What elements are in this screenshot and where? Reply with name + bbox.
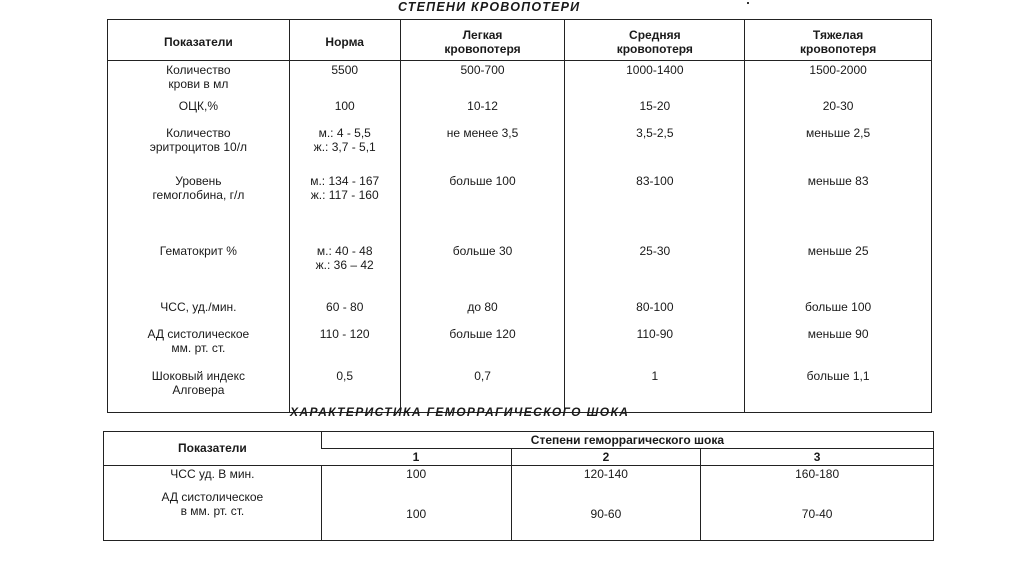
table-row	[104, 489, 934, 540]
value-cell: 15-20	[565, 97, 745, 124]
value-cell: больше 30	[400, 242, 565, 298]
value-cell: больше 1,1	[745, 367, 932, 413]
parameter-cell: ЧСС, уд./мин.	[160, 299, 237, 314]
value-cell: м.: 4 - 5,5 ж.: 3,7 - 5,1	[289, 124, 400, 172]
value-cell: 120-140	[511, 466, 701, 490]
blood-loss-table	[107, 19, 932, 413]
header-cell: Тяжелая кровопотеря	[745, 20, 932, 61]
table-row	[104, 466, 934, 490]
header-cell: Показатели	[104, 432, 322, 466]
parameter-cell: ЧСС уд. В мин.	[170, 467, 255, 481]
group-header-cell: Степени геморрагического шока	[321, 432, 933, 449]
speck	[747, 2, 749, 4]
value-cell: до 80	[400, 298, 565, 325]
value-cell: 1500-2000	[745, 61, 932, 97]
header-cell: Норма	[289, 20, 400, 61]
parameter-cell: Шоковый индекс Алговера	[151, 368, 245, 397]
value-cell: 100	[321, 489, 511, 540]
parameter-cell: Гематокрит %	[159, 243, 237, 258]
table-row	[108, 172, 932, 242]
value-cell: меньше 90	[745, 325, 932, 367]
value-cell: не менее 3,5	[400, 124, 565, 172]
value-cell: 100	[289, 97, 400, 124]
parameter-cell: Уровень гемоглобина, г/л	[152, 173, 245, 202]
table-row	[108, 242, 932, 298]
value-cell: 90-60	[511, 489, 701, 540]
table-row	[108, 61, 932, 97]
degree-header-cell: 1	[321, 449, 511, 466]
parameter-cell: АД систолическое мм. рт. ст.	[147, 326, 250, 355]
table-header-row	[104, 432, 934, 449]
header-cell: Легкая кровопотеря	[400, 20, 565, 61]
value-cell: больше 100	[745, 298, 932, 325]
hemorrhagic-shock-table	[103, 431, 934, 541]
value-cell: больше 100	[400, 172, 565, 242]
value-cell: 160-180	[701, 466, 934, 490]
title-blood-loss-degrees: СТЕПЕНИ КРОВОПОТЕРИ	[398, 0, 581, 14]
header-cell: Средняя кровопотеря	[565, 20, 745, 61]
table-header-row	[108, 20, 932, 61]
value-cell: 0,5	[289, 367, 400, 413]
value-cell: 1	[565, 367, 745, 413]
value-cell: 0,7	[400, 367, 565, 413]
value-cell: 1000-1400	[565, 61, 745, 97]
parameter-cell: Количество крови в мл	[166, 63, 231, 91]
header-cell: Показатели	[108, 20, 290, 61]
value-cell: 100	[321, 466, 511, 490]
parameter-cell: АД систолическое в мм. рт. ст.	[161, 490, 264, 519]
value-cell: 25-30	[565, 242, 745, 298]
value-cell: 3,5-2,5	[565, 124, 745, 172]
value-cell: м.: 134 - 167 ж.: 117 - 160	[289, 172, 400, 242]
value-cell: 80-100	[565, 298, 745, 325]
parameter-cell: Количество эритроцитов 10/л	[149, 125, 248, 154]
value-cell: 500-700	[400, 61, 565, 97]
value-cell: 20-30	[745, 97, 932, 124]
value-cell: 5500	[289, 61, 400, 97]
value-cell: меньше 2,5	[745, 124, 932, 172]
value-cell: 110-90	[565, 325, 745, 367]
value-cell: больше 120	[400, 325, 565, 367]
title-hemorrhagic-shock: ХАРАКТЕРИСТИКА ГЕМОРРАГИЧЕСКОГО ШОКА	[290, 405, 630, 419]
value-cell: 110 - 120	[289, 325, 400, 367]
value-cell: 70-40	[701, 489, 934, 540]
degree-header-cell: 2	[511, 449, 701, 466]
degree-header-cell: 3	[701, 449, 934, 466]
value-cell: меньше 25	[745, 242, 932, 298]
table-row	[108, 298, 932, 325]
value-cell: м.: 40 - 48 ж.: 36 – 42	[289, 242, 400, 298]
table-row	[108, 325, 932, 367]
table-row	[108, 97, 932, 124]
value-cell: 60 - 80	[289, 298, 400, 325]
value-cell: 10-12	[400, 97, 565, 124]
table-row	[108, 124, 932, 172]
parameter-cell: ОЦК,%	[178, 98, 218, 113]
value-cell: 83-100	[565, 172, 745, 242]
value-cell: меньше 83	[745, 172, 932, 242]
